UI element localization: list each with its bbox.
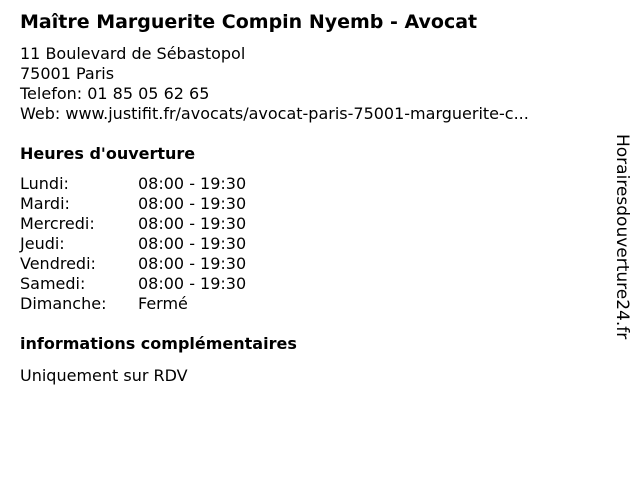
hours-heading: Heures d'ouverture <box>20 144 196 163</box>
hours-row-sunday <box>20 294 246 314</box>
day-label: Samedi: <box>20 274 86 293</box>
hours-row-tuesday <box>20 194 246 214</box>
time-value: 08:00 - 19:30 <box>138 274 247 293</box>
day-label: Mardi: <box>20 194 70 213</box>
page-title: Maître Marguerite Compin Nyemb - Avocat <box>20 11 478 33</box>
hours-row-friday <box>20 254 246 274</box>
hours-row-thursday <box>20 234 246 254</box>
day-label: Mercredi: <box>20 214 95 233</box>
time-value: 08:00 - 19:30 <box>138 194 247 213</box>
time-value: 08:00 - 19:30 <box>138 214 247 233</box>
hours-row-monday <box>20 174 246 194</box>
additional-info-text: Uniquement sur RDV <box>20 366 188 385</box>
site-watermark: Horairesdouverture24.fr <box>612 134 632 340</box>
time-value: Fermé <box>138 294 188 313</box>
hours-row-wednesday <box>20 214 246 234</box>
website-link[interactable]: Web: www.justifit.fr/avocats/avocat-paris-75001-marguerite-c... <box>20 104 529 123</box>
address-block <box>20 44 529 124</box>
city-address: 75001 Paris <box>20 64 115 83</box>
day-label: Vendredi: <box>20 254 96 273</box>
phone-number: Telefon: 01 85 05 62 65 <box>20 84 210 103</box>
day-label: Dimanche: <box>20 294 107 313</box>
street-address: 11 Boulevard de Sébastopol <box>20 44 246 63</box>
time-value: 08:00 - 19:30 <box>138 254 247 273</box>
opening-hours-list <box>20 174 246 314</box>
additional-info-heading: informations complémentaires <box>20 334 297 353</box>
day-label: Jeudi: <box>20 234 65 253</box>
hours-row-saturday <box>20 274 246 294</box>
day-label: Lundi: <box>20 174 69 193</box>
time-value: 08:00 - 19:30 <box>138 234 247 253</box>
time-value: 08:00 - 19:30 <box>138 174 247 193</box>
